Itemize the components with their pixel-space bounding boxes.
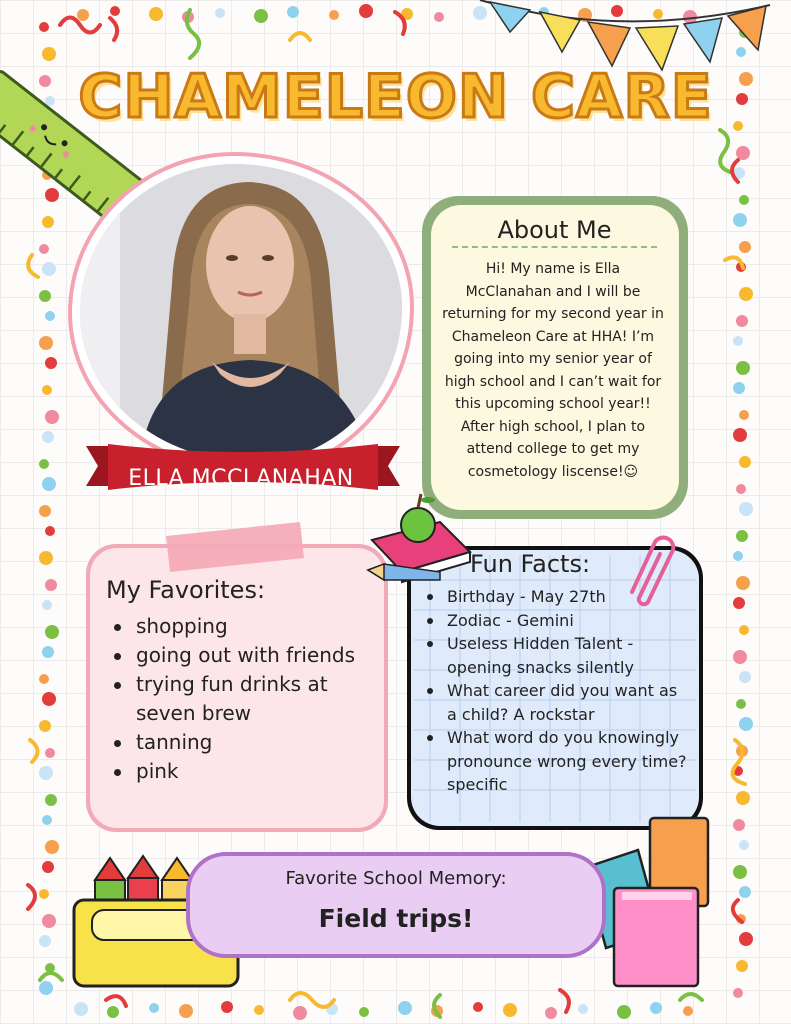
confetti-dot (39, 22, 49, 32)
confetti-dot (733, 819, 745, 831)
bunting-flags-icon (480, 0, 770, 70)
confetti-dot (45, 357, 57, 369)
confetti-dot (39, 766, 53, 780)
confetti-dot (254, 1005, 264, 1015)
confetti-dot (45, 410, 59, 424)
confetti-dot (733, 865, 747, 879)
list-item: tanning (112, 728, 372, 757)
confetti-dot (736, 699, 746, 709)
confetti-dot (736, 315, 748, 327)
confetti-dot (74, 1002, 88, 1016)
confetti-dot (739, 717, 753, 731)
confetti-dot (287, 6, 299, 18)
confetti-dot (359, 4, 373, 18)
confetti-dot (683, 1006, 693, 1016)
confetti-dot (545, 1007, 557, 1019)
confetti-dot (739, 502, 753, 516)
confetti-dot (733, 382, 745, 394)
confetti-dot (42, 692, 56, 706)
confetti-dot (39, 336, 53, 350)
confetti-dot (42, 914, 56, 928)
confetti-dot (39, 459, 49, 469)
confetti-dot (39, 981, 53, 995)
confetti-dot (39, 935, 51, 947)
confetti-dot (42, 262, 56, 276)
confetti-dot (42, 861, 54, 873)
confetti-dot (42, 646, 54, 658)
confetti-dot (39, 551, 53, 565)
confetti-dot (45, 625, 59, 639)
confetti-dot (733, 428, 747, 442)
favorites-title: My Favorites: (106, 576, 266, 604)
confetti-dot (434, 12, 444, 22)
confetti-dot (617, 1005, 631, 1019)
confetti-dot (653, 9, 663, 19)
confetti-dot (39, 290, 51, 302)
memory-value: Field trips! (318, 904, 474, 933)
confetti-dot (739, 625, 749, 635)
list-item: shopping (112, 612, 372, 641)
confetti-dot (736, 47, 746, 57)
confetti-dot (739, 456, 751, 468)
confetti-dot (221, 1001, 233, 1013)
confetti-dot (45, 840, 59, 854)
list-item: trying fun drinks at seven brew (112, 670, 372, 728)
about-me-text: Hi! My name is Ella McClanahan and I will be returning for my second year in Chameleon Care at HHA! I’m going into my senior year of high school and I can’t wait for this upcoming school year!! After high school, I plan to attend college to get my cosmetology liscense!☺ (442, 261, 664, 480)
confetti-dot (42, 600, 52, 610)
confetti-dot (736, 576, 750, 590)
confetti-dot (254, 9, 268, 23)
page-title: CHAMELEON CARE (78, 62, 713, 132)
confetti-dot (733, 597, 745, 609)
fun-facts-title: Fun Facts: (470, 550, 591, 578)
confetti-dot (107, 1006, 119, 1018)
confetti-dot (39, 674, 49, 684)
confetti-dot (215, 8, 225, 18)
confetti-dot (736, 960, 748, 972)
profile-photo-frame (68, 152, 414, 474)
confetti-dot (39, 889, 49, 899)
confetti-dot (736, 361, 750, 375)
confetti-dot (179, 1004, 193, 1018)
list-item: pink (112, 757, 372, 786)
confetti-dot (45, 748, 55, 758)
confetti-dot (39, 720, 51, 732)
confetti-dot (45, 526, 55, 536)
confetti-dot (733, 336, 743, 346)
confetti-dot (149, 7, 163, 21)
confetti-dot (473, 6, 487, 20)
confetti-dot (110, 6, 120, 16)
list-item: Useless Hidden Talent - opening snacks silently (424, 632, 692, 679)
confetti-dot (45, 794, 57, 806)
confetti-dot (359, 1007, 369, 1017)
confetti-dot (473, 1002, 483, 1012)
confetti-dot (398, 1001, 412, 1015)
confetti-dot (736, 791, 750, 805)
confetti-dot (45, 579, 57, 591)
confetti-dot (733, 551, 743, 561)
confetti-dot (293, 1006, 307, 1020)
confetti-dot (329, 10, 339, 20)
confetti-dot (739, 241, 751, 253)
confetti-dot (739, 886, 751, 898)
confetti-dot (736, 484, 746, 494)
list-item: Birthday - May 27th (424, 585, 692, 609)
confetti-dot (739, 410, 749, 420)
confetti-dot (739, 195, 749, 205)
confetti-dot (42, 477, 56, 491)
memory-label: Favorite School Memory: (285, 868, 507, 889)
list-item: Zodiac - Gemini (424, 609, 692, 633)
confetti-dot (39, 505, 51, 517)
confetti-dot (739, 932, 753, 946)
confetti-dot (733, 650, 747, 664)
student-name: ELLA MCCLANAHAN (128, 466, 354, 491)
confetti-dot (733, 213, 747, 227)
confetti-dot (149, 1003, 159, 1013)
list-item: What career did you want as a child? A rockstar (424, 679, 692, 726)
list-item: going out with friends (112, 641, 372, 670)
confetti-dot (77, 9, 89, 21)
confetti-dot (45, 311, 55, 321)
favorites-list (112, 612, 372, 786)
confetti-dot (739, 840, 749, 850)
confetti-dot (39, 244, 49, 254)
confetti-dot (736, 146, 750, 160)
confetti-dot (42, 815, 52, 825)
confetti-dot (578, 1004, 588, 1014)
confetti-dot (42, 385, 52, 395)
confetti-dot (650, 1002, 662, 1014)
about-me-title: About Me (452, 216, 657, 248)
confetti-dot (739, 671, 751, 683)
confetti-dot (736, 530, 748, 542)
confetti-dot (611, 5, 623, 17)
confetti-dot (739, 287, 753, 301)
confetti-dot (42, 47, 56, 61)
confetti-dot (503, 1003, 517, 1017)
confetti-dot (45, 188, 59, 202)
confetti-dot (733, 988, 743, 998)
fun-facts-list (424, 585, 692, 797)
confetti-dot (42, 216, 54, 228)
confetti-dot (42, 431, 54, 443)
list-item: What word do you knowingly pronounce wrong every time? specific (424, 726, 692, 797)
